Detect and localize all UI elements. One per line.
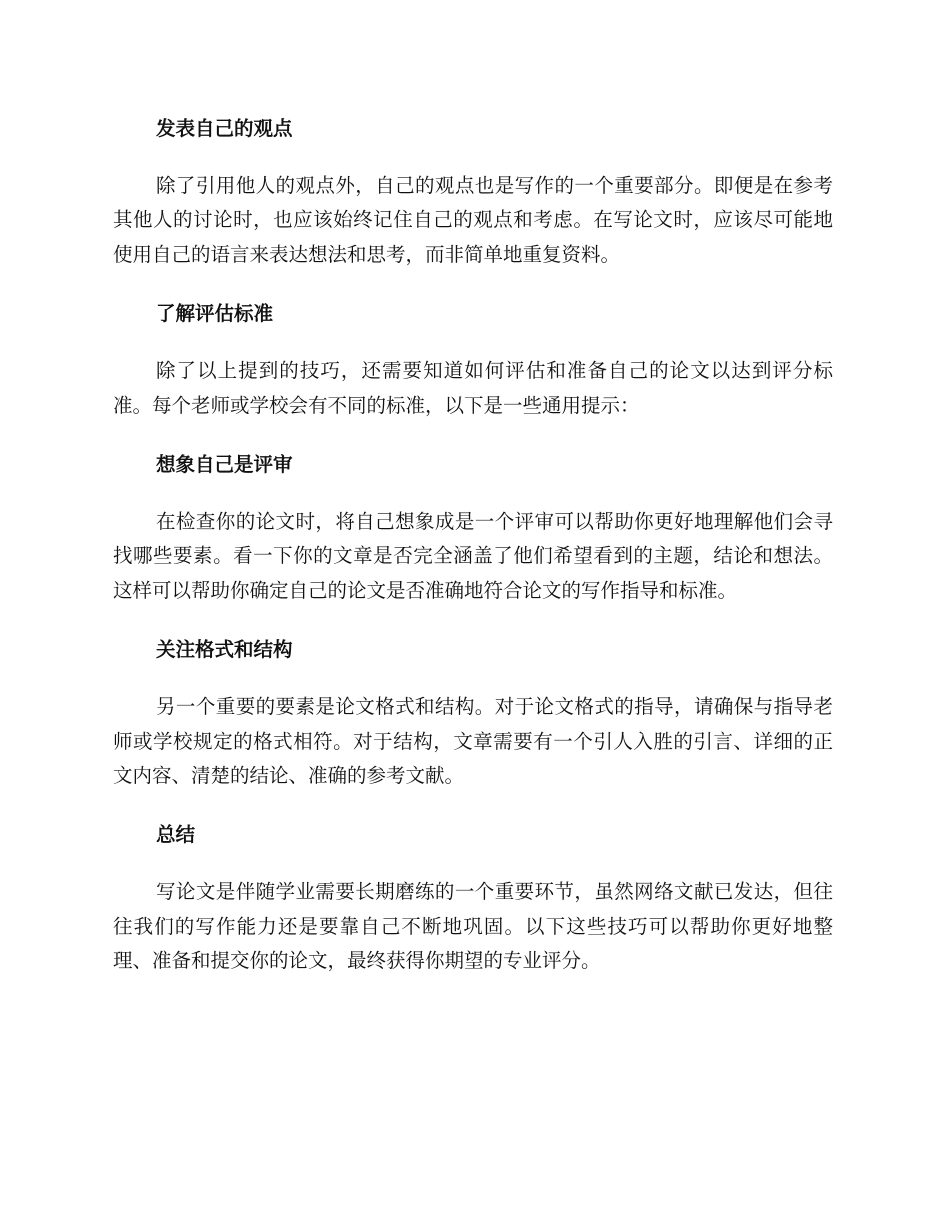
section-paragraph: 在检查你的论文时，将自己想象成是一个评审可以帮助你更好地理解他们会寻找哪些要素。看一下你的文章是否完全涵盖了他们希望看到的主题，结论和想法。这样可以帮助你确定自己的论文是否准确地符合论文的写作指导和标准。 [113, 510, 833, 602]
section-paragraph: 除了以上提到的技巧，还需要知道如何评估和准备自己的论文以达到评分标准。每个老师或学校会有不同的标准，以下是一些通用提示： [113, 359, 833, 417]
section-heading: 想象自己是评审 [156, 453, 293, 477]
document-body [113, 112, 833, 1004]
section-paragraph: 另一个重要的要素是论文格式和结构。对于论文格式的指导，请确保与指导老师或学校规定的格式相符。对于结构，文章需要有一个引人入胜的引言、详细的正文内容、清楚的结论、准确的参考文献。 [113, 695, 833, 788]
section-heading: 发表自己的观点 [156, 117, 293, 140]
section-paragraph: 写论文是伴随学业需要长期磨练的一个重要环节，虽然网络文献已发达，但往往我们的写作能力还是要靠自己不断地巩固。以下这些技巧可以帮助你更好地整理、准备和提交你的论文，最终获得你期望的专业评分。 [113, 880, 833, 973]
section-heading: 关注格式和结构 [156, 638, 293, 662]
section-heading: 了解评估标准 [156, 302, 274, 326]
section-heading: 总结 [156, 823, 196, 847]
section-paragraph: 除了引用他人的观点外，自己的观点也是写作的一个重要部分。即便是在参考其他人的讨论时，也应该始终记住自己的观点和考虑。在写论文时，应该尽可能地使用自己的语言来表达想法和思考，而非简单地重复资料。 [113, 174, 833, 266]
